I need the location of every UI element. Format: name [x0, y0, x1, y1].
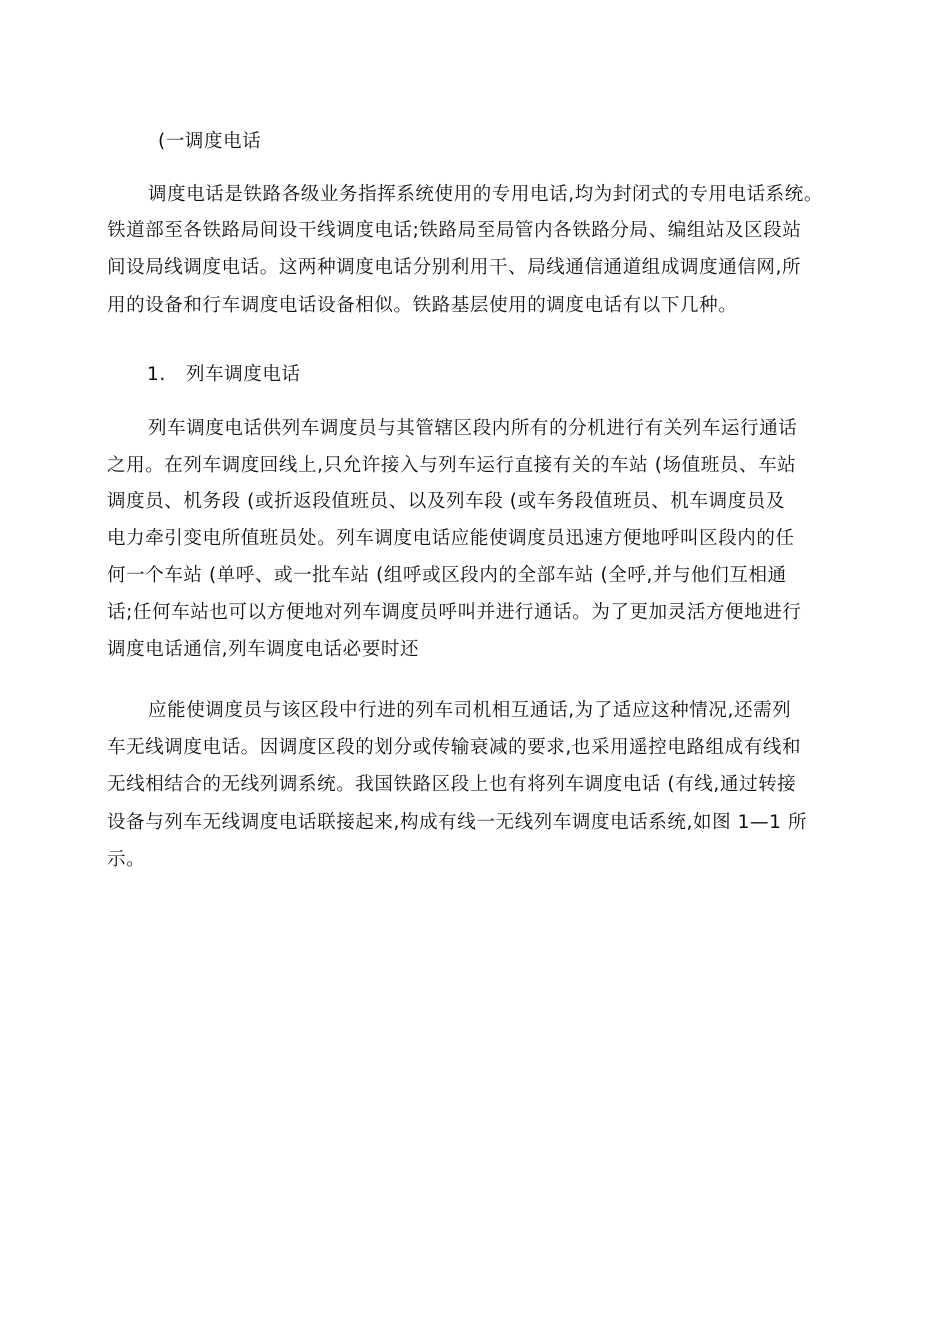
paragraph-2-line-7: 调度电话通信,列车调度电话必要时还: [107, 639, 420, 660]
paragraph-3-line-3: 无线相结合的无线列调系统。我国铁路区段上也有将列车调度电话 (有线,通过转接: [107, 774, 797, 795]
paragraph-1-line-4: 用的设备和行车调度电话设备相似。铁路基层使用的调度电话有以下几种。: [107, 295, 738, 316]
paragraph-2-line-2: 之用。在列车调度回线上,只允许接入与列车运行直接有关的车站 (场值班员、车站: [107, 455, 797, 476]
paragraph-3-line-4: 设备与列车无线调度电话联接起来,构成有线一无线列车调度电话系统,如图 1—1 所: [107, 812, 808, 833]
paragraph-2-line-4: 电力牵引变电所值班员处。列车调度电话应能使调度员迅速方便地呼叫区段内的任: [107, 528, 795, 549]
paragraph-3-line-5: 示。: [107, 849, 146, 870]
list-item-title: 列车调度电话: [186, 364, 301, 385]
paragraph-3-line-2: 车无线调度电话。因调度区段的划分或传输衰减的要求,也采用遥控电路组成有线和: [107, 737, 802, 758]
paragraph-3-line-1: 应能使调度员与该区段中行进的列车司机相互通话,为了适应这种情况,还需列: [148, 700, 792, 721]
paragraph-1-line-3: 间设局线调度电话。这两种调度电话分别利用干、局线通信通道组成调度通信网,所: [107, 257, 802, 278]
paragraph-2-line-6: 话;任何车站也可以方便地对列车调度员呼叫并进行通话。为了更加灵活方便地进行: [107, 602, 802, 623]
paragraph-2-line-5: 何一个车站 (单呼、或一批车站 (组呼或区段内的全部车站 (全呼,并与他们互相通: [107, 565, 787, 586]
paragraph-1-line-1: 调度电话是铁路各级业务指挥系统使用的专用电话,均为封闭式的专用电话系统。: [148, 184, 823, 205]
paragraph-2-line-1: 列车调度电话供列车调度员与其管辖区段内所有的分机进行有关列车运行通话: [148, 418, 798, 439]
section-heading: (一调度电话: [158, 131, 262, 152]
paragraph-2-line-3: 调度员、机务段 (或折返段值班员、以及列车段 (或车务段值班员、机车调度员及: [107, 491, 785, 512]
list-item-number: 1.: [147, 364, 166, 385]
paragraph-1-line-2: 铁道部至各铁路局间设干线调度电话;铁路局至局管内各铁路分局、编组站及区段站: [107, 220, 802, 241]
